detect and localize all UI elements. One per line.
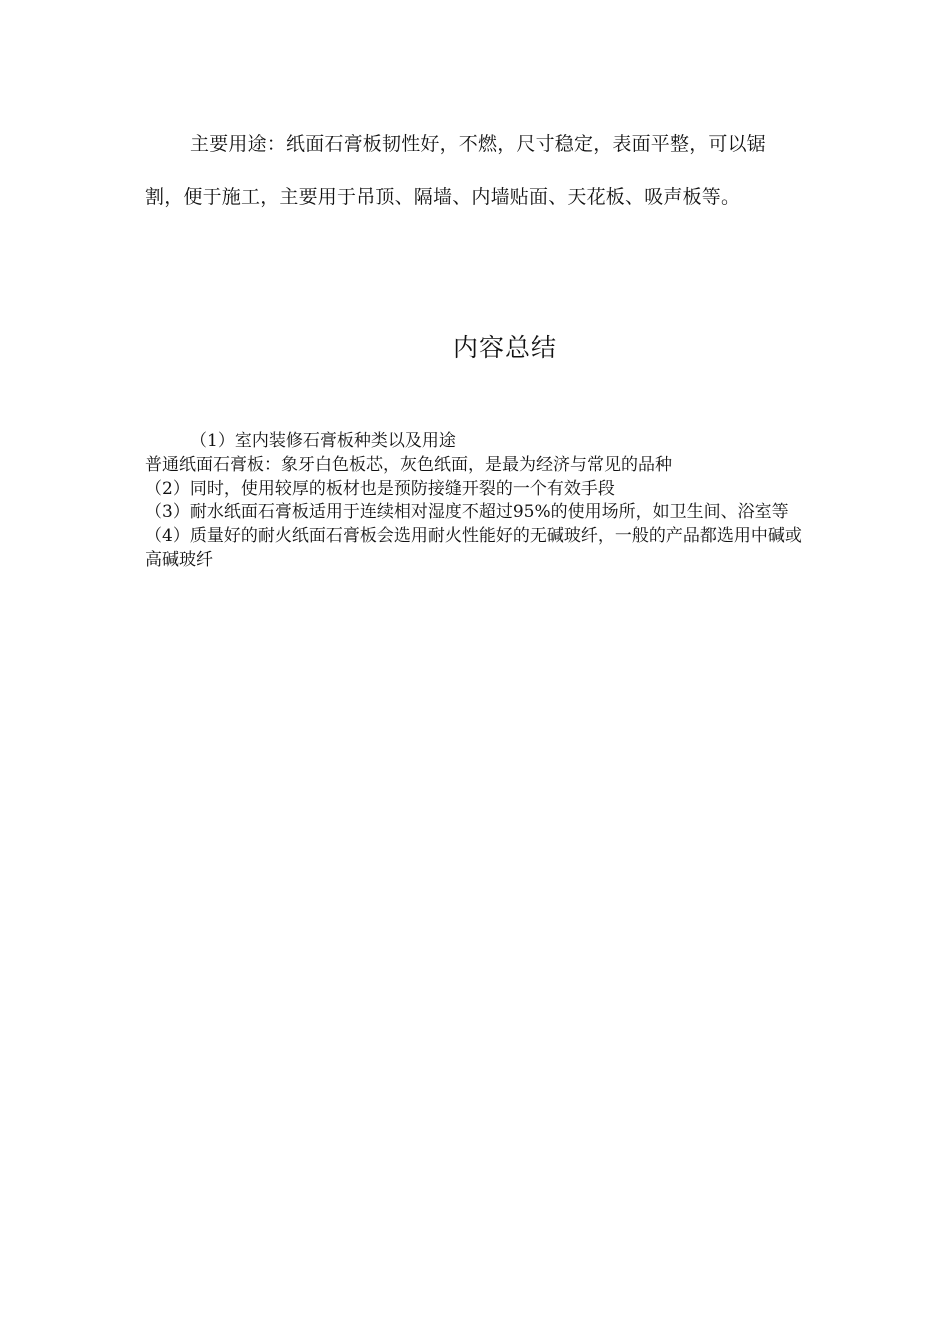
summary-item-3: （2）同时，使用较厚的板材也是预防接缝开裂的一个有效手段	[145, 478, 615, 499]
summary-item-5: （4）质量好的耐火纸面石膏板会选用耐火性能好的无碱玻纤，一般的产品都选用中碱或高碱玻纤	[145, 526, 802, 570]
summary-item-2: 普通纸面石膏板：象牙白色板芯，灰色纸面，是最为经济与常见的品种	[145, 454, 672, 475]
summary-title: 内容总结	[452, 333, 557, 362]
usage-paragraph	[145, 118, 795, 224]
usage-text: 主要用途：纸面石膏板韧性好，不燃，尺寸稳定，表面平整，可以锯割，便于施工，主要用于吊顶、隔墙、内墙贴面、天花板、吸声板等。	[145, 133, 767, 208]
summary-list	[145, 430, 805, 573]
summary-item-1: （1）室内装修石膏板种类以及用途	[190, 431, 456, 451]
summary-item-4: （3）耐水纸面石膏板适用于连续相对湿度不超过95%的使用场所，如卫生间、浴室等	[145, 502, 789, 523]
